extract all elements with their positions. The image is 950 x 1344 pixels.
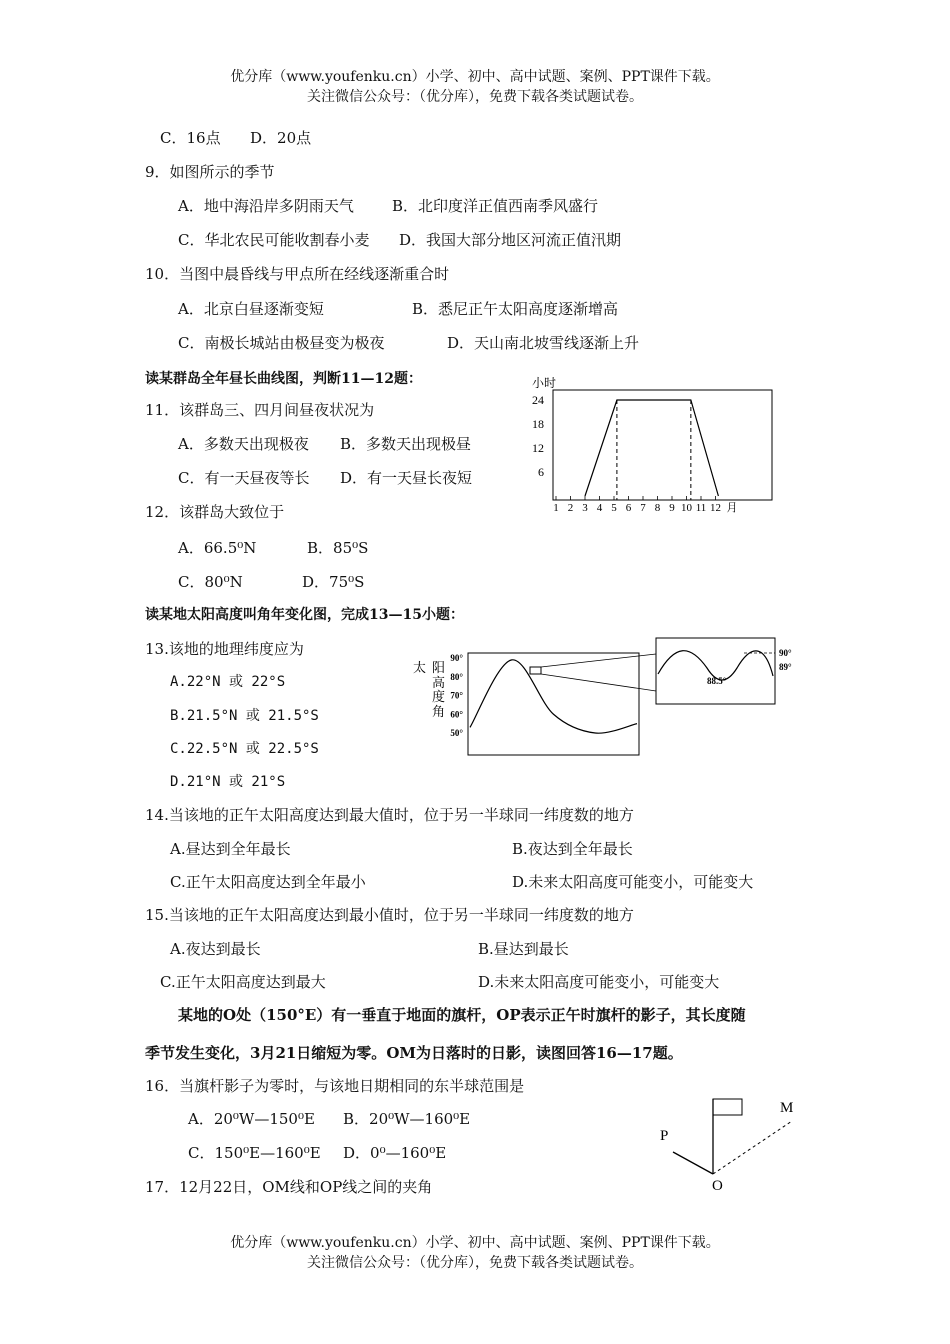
zoom-box [530, 667, 541, 674]
day-length-ytick: 24 [532, 393, 544, 407]
sun-altitude-chart [405, 636, 792, 760]
day-length-xtick: 6 [625, 502, 632, 514]
q14-option-d: D.未来太阳高度可能变小，可能变大 [512, 873, 754, 891]
day-length-xtick: 2 [567, 502, 574, 514]
q13-option-b: B.21.5°N 或 21.5°S [170, 708, 319, 724]
q17-stem: 17．12月22日，OM线和OP线之间的夹角 [145, 1178, 433, 1196]
q11-option-b: B．多数天出现极昼 [340, 435, 472, 453]
section-heading-16-17-line1: 某地的O处（150°E）有一垂直于地面的旗杆，OP表示正午时旗杆的影子，其长度随 [178, 1006, 746, 1024]
sun-altitude-ylabel-char: 度 [432, 689, 446, 704]
q11-stem: 11．该群岛三、四月间昼夜状况为 [145, 401, 375, 419]
q12-stem: 12．该群岛大致位于 [145, 503, 285, 521]
inset-label-885: 88.5° [707, 676, 727, 686]
q16-option-b: B．20⁰W—160⁰E [343, 1110, 471, 1128]
q16-option-d: D．0⁰—160⁰E [343, 1144, 447, 1162]
q9-stem: 9．如图所示的季节 [145, 163, 275, 181]
sun-altitude-ytick: 90° [450, 653, 463, 663]
sun-altitude-ytick: 60° [450, 709, 463, 720]
q12-option-c: C．80⁰N [178, 573, 243, 591]
q9-option-c: C．华北农民可能收割春小麦 [178, 231, 370, 249]
q11-option-a: A．多数天出现极夜 [178, 435, 309, 453]
q14-stem: 14.当该地的正午太阳高度达到最大值时，位于另一半球同一纬度数的地方 [145, 806, 634, 824]
sun-altitude-curve [470, 660, 637, 733]
q14-option-c: C.正午太阳高度达到全年最小 [170, 873, 366, 891]
day-length-frame [553, 390, 772, 500]
q11-option-c: C．有一天昼夜等长 [178, 469, 310, 487]
day-length-xtick: 12 [710, 502, 721, 514]
q16-option-a: A．20⁰W—150⁰E [188, 1110, 315, 1128]
day-length-xtick: 5 [611, 502, 617, 514]
q15-option-b: B.昼达到最长 [478, 940, 569, 958]
q9-option-b: B．北印度洋正值西南季风盛行 [392, 197, 599, 215]
day-length-xtick: 8 [654, 502, 661, 514]
section-heading-11-12: 读某群岛全年昼长曲线图，判断11—12题： [145, 371, 422, 387]
day-length-xlabel: 月 [726, 502, 738, 514]
day-length-xtick: 7 [640, 502, 646, 514]
q11-option-d: D．有一天昼长夜短 [340, 469, 473, 487]
label-p: P [660, 1128, 669, 1144]
q13-option-c: C.22.5°N 或 22.5°S [170, 741, 319, 757]
q10-stem: 10．当图中晨昏线与甲点所在经线逐渐重合时 [145, 265, 450, 283]
day-length-ylabel: 小时 [532, 376, 557, 390]
sun-altitude-ytick: 80° [450, 671, 463, 682]
inset-label-90: 90° [779, 648, 792, 658]
q15-stem: 15.当该地的正午太阳高度达到最小值时，位于另一半球同一纬度数的地方 [145, 906, 634, 924]
day-length-chart [520, 372, 780, 512]
label-m: M [780, 1100, 794, 1116]
q16-option-c: C．150⁰E—160⁰E [188, 1144, 321, 1162]
q13-stem: 13.该地的地理纬度应为 [145, 640, 304, 658]
q10-option-d: D．天山南北坡雪线逐渐上升 [447, 334, 640, 352]
q10-option-a: A．北京白昼逐渐变短 [178, 300, 324, 318]
sun-altitude-ylabel-char: 阳 [432, 660, 446, 675]
section-heading-13-15: 读某地太阳高度叫角年变化图，完成13—15小题： [145, 607, 464, 623]
sun-altitude-ylabel-char: 角 [432, 704, 446, 719]
day-length-ytick: 12 [532, 441, 544, 455]
q10-option-c: C．南极长城站由极昼变为极夜 [178, 334, 385, 352]
q15-option-c: C.正午太阳高度达到最大 [160, 973, 326, 991]
sun-altitude-frame [468, 653, 639, 755]
sun-altitude-ytick: 50° [450, 728, 463, 738]
footer-line-2: 关注微信公众号：（优分库），免费下载各类试题试卷。 [307, 1255, 643, 1271]
day-length-xtick: 3 [582, 502, 588, 514]
sun-altitude-ylabel-char: 高 [432, 675, 446, 690]
shadow-om [713, 1121, 792, 1174]
sun-altitude-ylabel-char: 太 [413, 660, 427, 675]
day-length-xtick: 4 [596, 502, 603, 514]
section-heading-16-17-line2: 季节发生变化，3月21日缩短为零。OM为日落时的日影，读图回答16—17题。 [145, 1044, 683, 1062]
day-length-xtick: 11 [695, 502, 707, 514]
day-length-line [585, 400, 718, 496]
sun-altitude-ytick: 70° [450, 690, 463, 701]
q12-option-a: A．66.5⁰N [178, 539, 257, 557]
q15-option-d: D.未来太阳高度可能变小，可能变大 [478, 973, 720, 991]
header-line-1: 优分库（www.youfenku.cn）小学、初中、高中试题、案例、PPT课件下载。 [230, 69, 720, 85]
day-length-xtick: 10 [681, 502, 692, 514]
q9-option-a: A．地中海沿岸多阴雨天气 [178, 197, 354, 215]
flag [713, 1099, 742, 1115]
shadow-op [673, 1152, 713, 1174]
label-o: O [712, 1178, 723, 1194]
q12-option-b: B．85⁰S [307, 539, 369, 557]
flagpole-diagram [650, 1094, 810, 1194]
q13-option-d: D.21°N 或 21°S [170, 774, 286, 790]
q9-option-d: D．我国大部分地区河流正值汛期 [399, 231, 622, 249]
q13-option-a: A.22°N 或 22°S [170, 674, 286, 690]
q10-option-b: B．悉尼正午太阳高度逐渐增高 [412, 300, 619, 318]
header-line-2: 关注微信公众号：（优分库），免费下载各类试题试卷。 [307, 89, 643, 105]
day-length-ytick: 18 [532, 417, 544, 431]
inset-frame [656, 638, 775, 704]
footer-line-1: 优分库（www.youfenku.cn）小学、初中、高中试题、案例、PPT课件下载。 [230, 1235, 720, 1251]
q14-option-b: B.夜达到全年最长 [512, 840, 633, 858]
q8-option-c: C．16点 [160, 129, 221, 147]
inset-label-89: 89° [779, 662, 792, 672]
q14-option-a: A.昼达到全年最长 [170, 840, 291, 858]
q15-option-a: A.夜达到最长 [170, 940, 261, 958]
q12-option-d: D．75⁰S [302, 573, 365, 591]
day-length-xtick: 9 [669, 502, 675, 514]
q8-option-d: D．20点 [250, 129, 312, 147]
day-length-xtick: 1 [553, 502, 559, 514]
day-length-ytick: 6 [538, 465, 544, 479]
q16-stem: 16．当旗杆影子为零时，与该地日期相同的东半球范围是 [145, 1077, 525, 1095]
